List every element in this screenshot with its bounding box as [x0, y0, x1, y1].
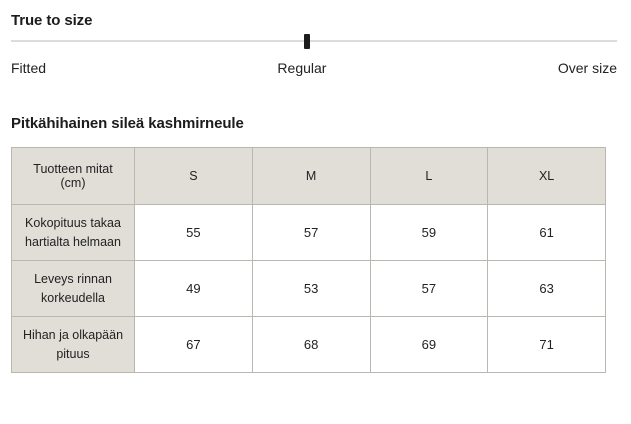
- fit-indicator-section: [11, 12, 617, 76]
- fit-scale-marker: [304, 34, 310, 49]
- table-row: [12, 205, 606, 261]
- size-table-section: [11, 115, 617, 373]
- cell-value: 63: [488, 261, 606, 317]
- cell-value: 49: [135, 261, 253, 317]
- cell-value: 61: [488, 205, 606, 261]
- header-measurements: Tuotteen mitat (cm): [12, 148, 135, 205]
- cell-value: 69: [370, 317, 488, 373]
- cell-value: 53: [252, 261, 370, 317]
- fit-scale-labels: [11, 60, 617, 76]
- fit-indicator-title: True to size: [11, 12, 93, 29]
- table-row: [12, 317, 606, 373]
- cell-value: 59: [370, 205, 488, 261]
- size-table-title: Pitkähihainen sileä kashmirneule: [11, 115, 244, 132]
- fit-scale: [11, 34, 617, 49]
- table-header-row: [12, 148, 606, 205]
- header-size-xl: XL: [488, 148, 606, 205]
- row-label-sleeve-length: Hihan ja olkapään pituus: [12, 317, 135, 373]
- cell-value: 67: [135, 317, 253, 373]
- header-size-m: M: [252, 148, 370, 205]
- cell-value: 55: [135, 205, 253, 261]
- fit-label-regular: Regular: [277, 60, 327, 76]
- cell-value: 57: [252, 205, 370, 261]
- cell-value: 71: [488, 317, 606, 373]
- fit-label-oversize: Over size: [557, 60, 617, 76]
- size-table: [11, 147, 606, 373]
- header-size-l: L: [370, 148, 488, 205]
- row-label-chest-width: Leveys rinnan korkeudella: [12, 261, 135, 317]
- cell-value: 57: [370, 261, 488, 317]
- fit-label-fitted: Fitted: [11, 60, 47, 76]
- fit-scale-track: [11, 40, 617, 42]
- table-row: [12, 261, 606, 317]
- row-label-total-length: Kokopituus takaa hartialta helmaan: [12, 205, 135, 261]
- cell-value: 68: [252, 317, 370, 373]
- header-size-s: S: [135, 148, 253, 205]
